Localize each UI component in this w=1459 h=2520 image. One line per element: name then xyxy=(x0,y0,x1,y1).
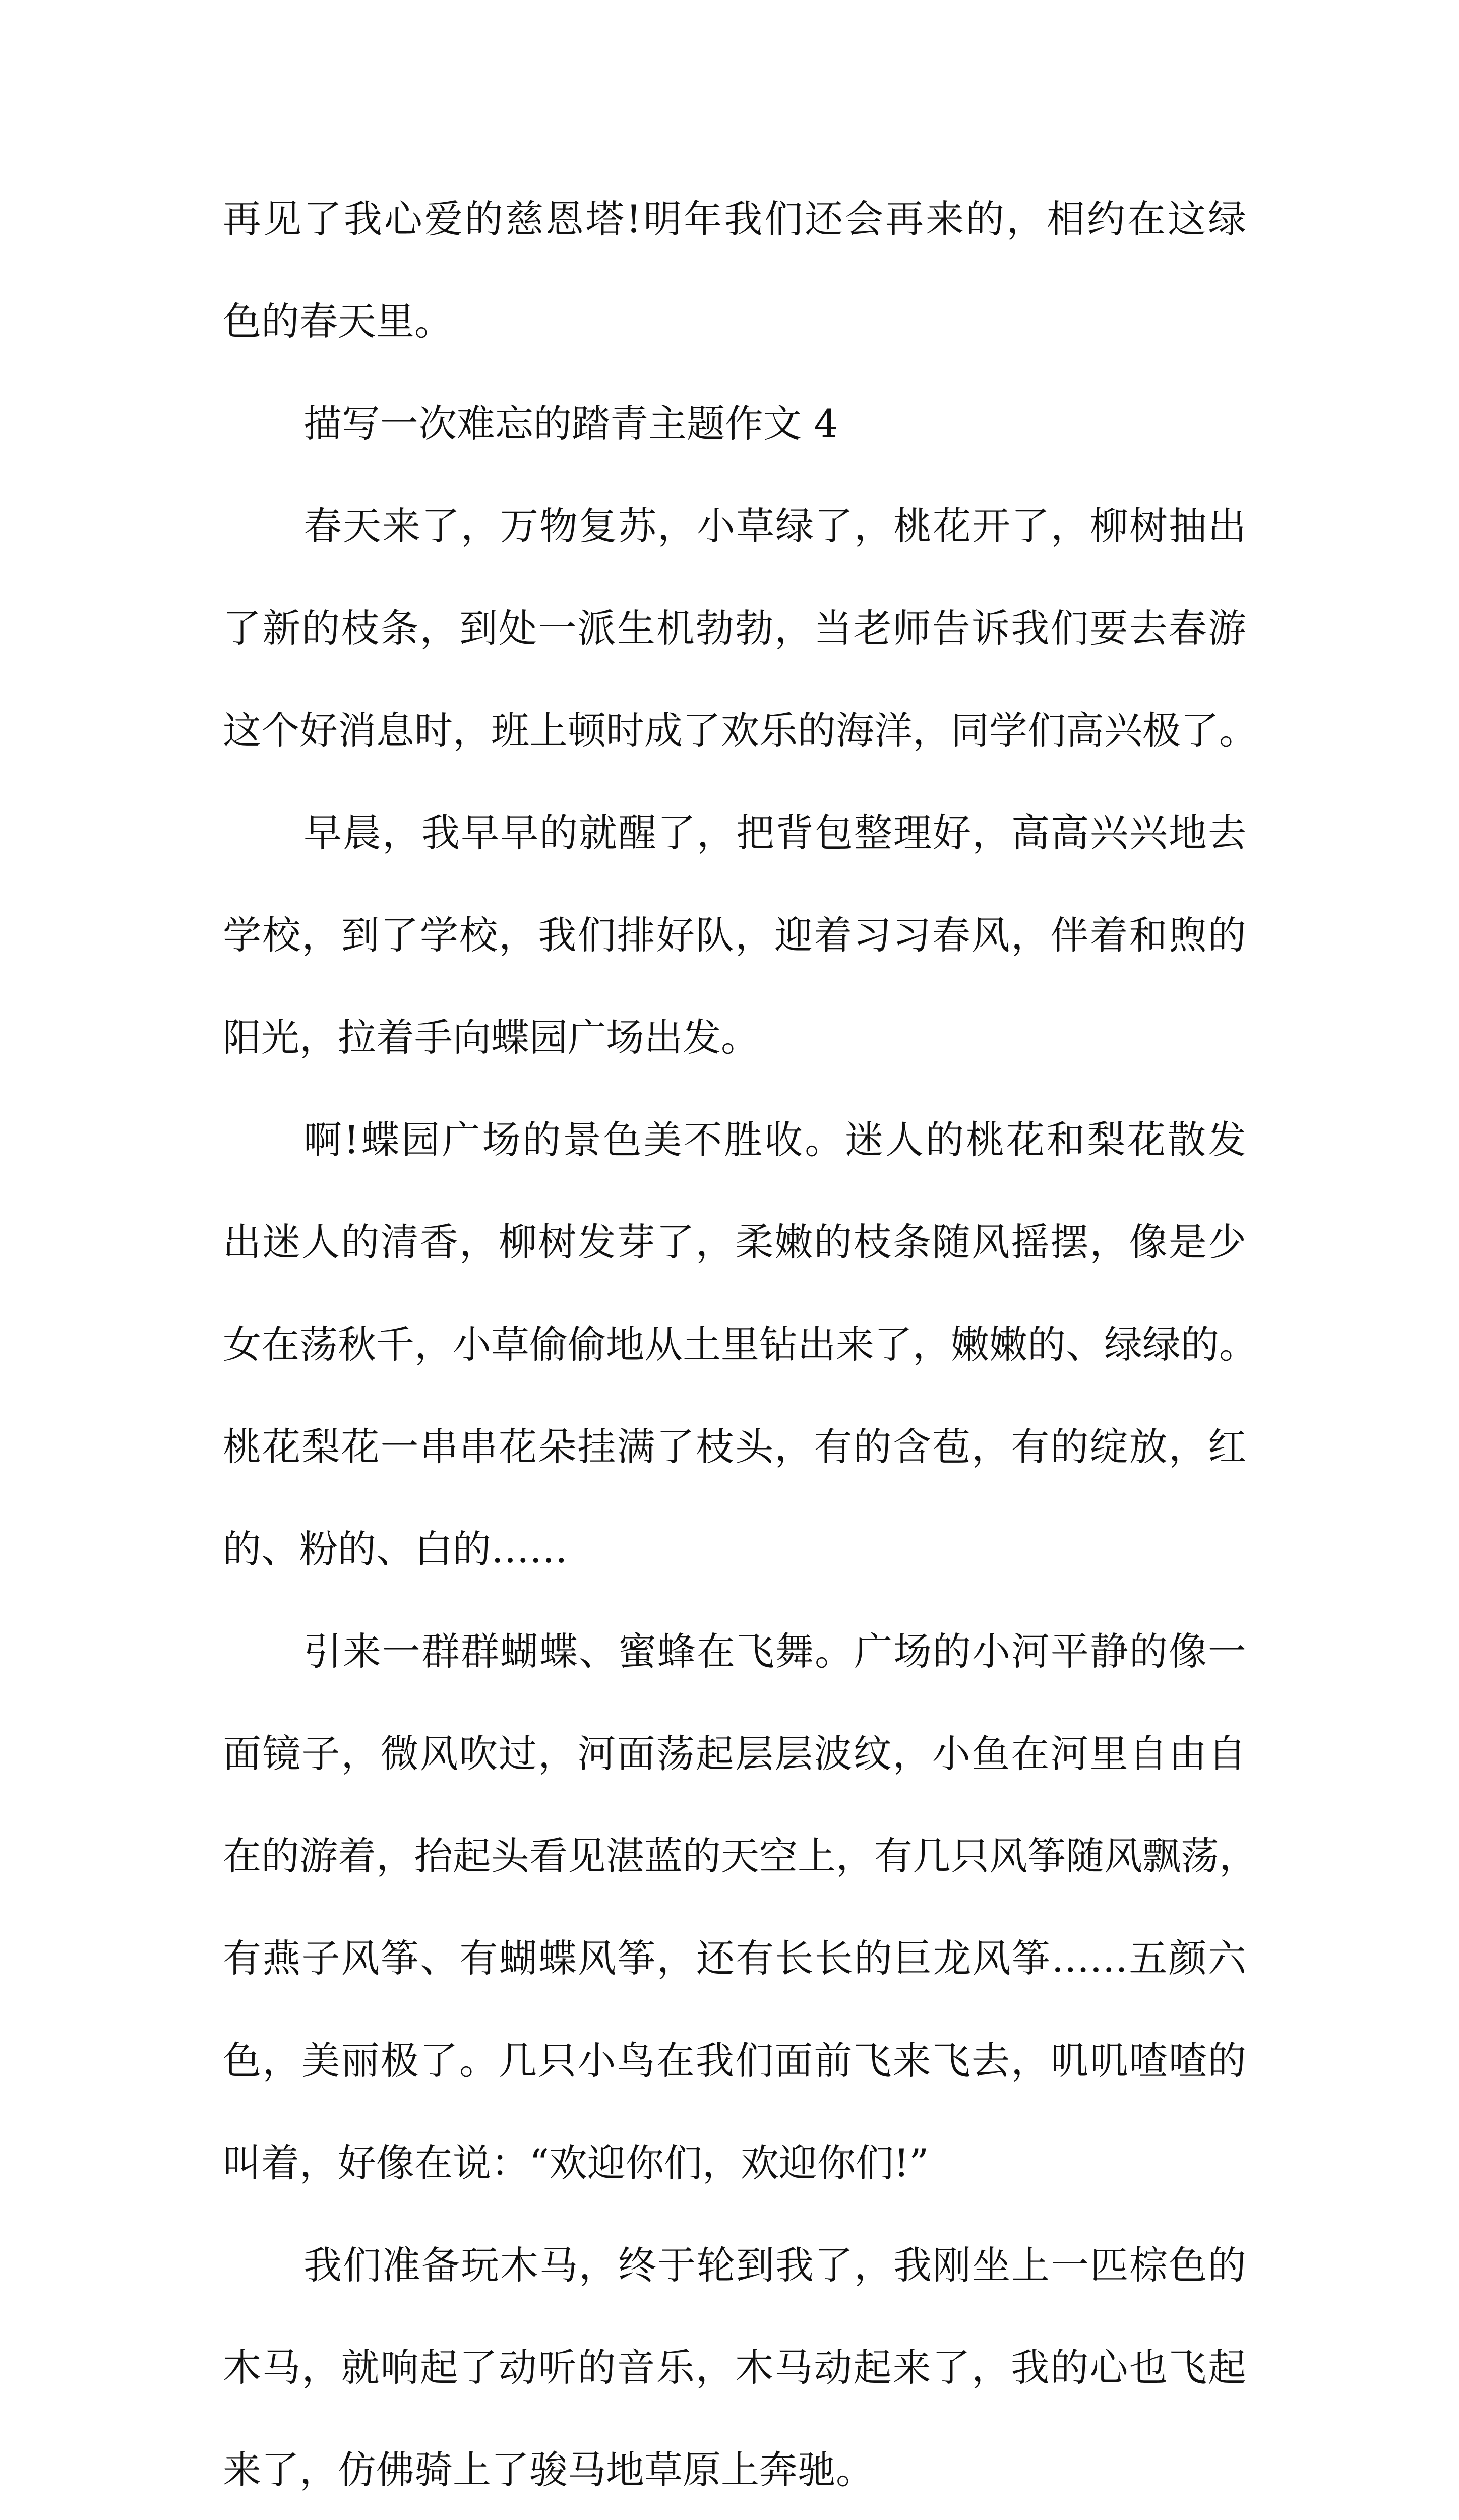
text-line: 色的春天里。 xyxy=(223,299,453,344)
text-line: 在的游着，抬起头看见湛蓝的天空上，有几只风筝随风飘荡， xyxy=(223,1834,1257,1878)
document-body xyxy=(223,189,1257,2520)
text-line: 木马，就响起了动听的音乐，木马动起来了，我的心也飞起 xyxy=(223,2345,1246,2390)
text-line: 来了，仿佛骑上了骏马地草原上奔驰。 xyxy=(223,2447,874,2492)
section-title: 描写一次难忘的踏青主题作文 4 xyxy=(303,401,838,446)
text-line: 了新的枝条，到处一派生机勃勃，当老师告诉我们要去春游 xyxy=(223,606,1246,651)
text-line: 出迷人的清香，柳树发芽了，柔嫩的枝条随风摇摆，像是少 xyxy=(223,1220,1246,1265)
text-line: 啊!蝶园广场的景色美不胜收。迷人的桃花和梨花散发 xyxy=(303,1117,1246,1162)
text-line: 有燕子风筝、有蝴蝶风筝，还有长长的巨龙风筝……五颜六 xyxy=(223,1936,1246,1981)
text-line: 春天来了，万物复苏，小草绿了，桃花开了，柳树抽出 xyxy=(303,503,1246,548)
text-line: 色，美丽极了。几只小鸟在我们面前飞来飞去，叽叽喳喳的 xyxy=(223,2038,1246,2083)
text-line: 引来一群群蝴蝶、蜜蜂在飞舞。广场的小河平静的像一 xyxy=(303,1629,1246,1674)
text-line: 学校，到了学校，我们排好队，迎着习习春风，伴着和煦的 xyxy=(223,913,1246,958)
text-line: 我们准备玩木马，终于轮到我了，我刚坐上一匹棕色的 xyxy=(303,2243,1246,2288)
text-line: 早晨，我早早的就醒了，把背包整理好，高高兴兴地去 xyxy=(303,810,1246,855)
text-line: 女在荡秋千，小草偷偷地从土里钻出来了，嫩嫩的、绿绿的。 xyxy=(223,1322,1257,1367)
text-line: 面镜子，微风吹过，河面荡起层层波纹，小鱼在河里自由自 xyxy=(223,1731,1246,1776)
text-line: 阳光，拉着手向蝶园广场出发。 xyxy=(223,1015,759,1060)
text-line: 桃花梨花一串串花朵挂满了枝头，有的含苞，有的绽放，红 xyxy=(223,1424,1246,1469)
text-line: 再见了我心爱的慈恩塔!明年我们还会再来的，相约在这绿 xyxy=(223,197,1246,241)
text-line: 的、粉的、白的…… xyxy=(223,1527,568,1571)
text-line: 这个好消息时，班上顿时成了欢乐的海洋，同学们高兴极了。 xyxy=(223,708,1257,753)
text-line: 叫着，好像在说：“欢迎你们，欢迎你们!” xyxy=(223,2140,929,2185)
